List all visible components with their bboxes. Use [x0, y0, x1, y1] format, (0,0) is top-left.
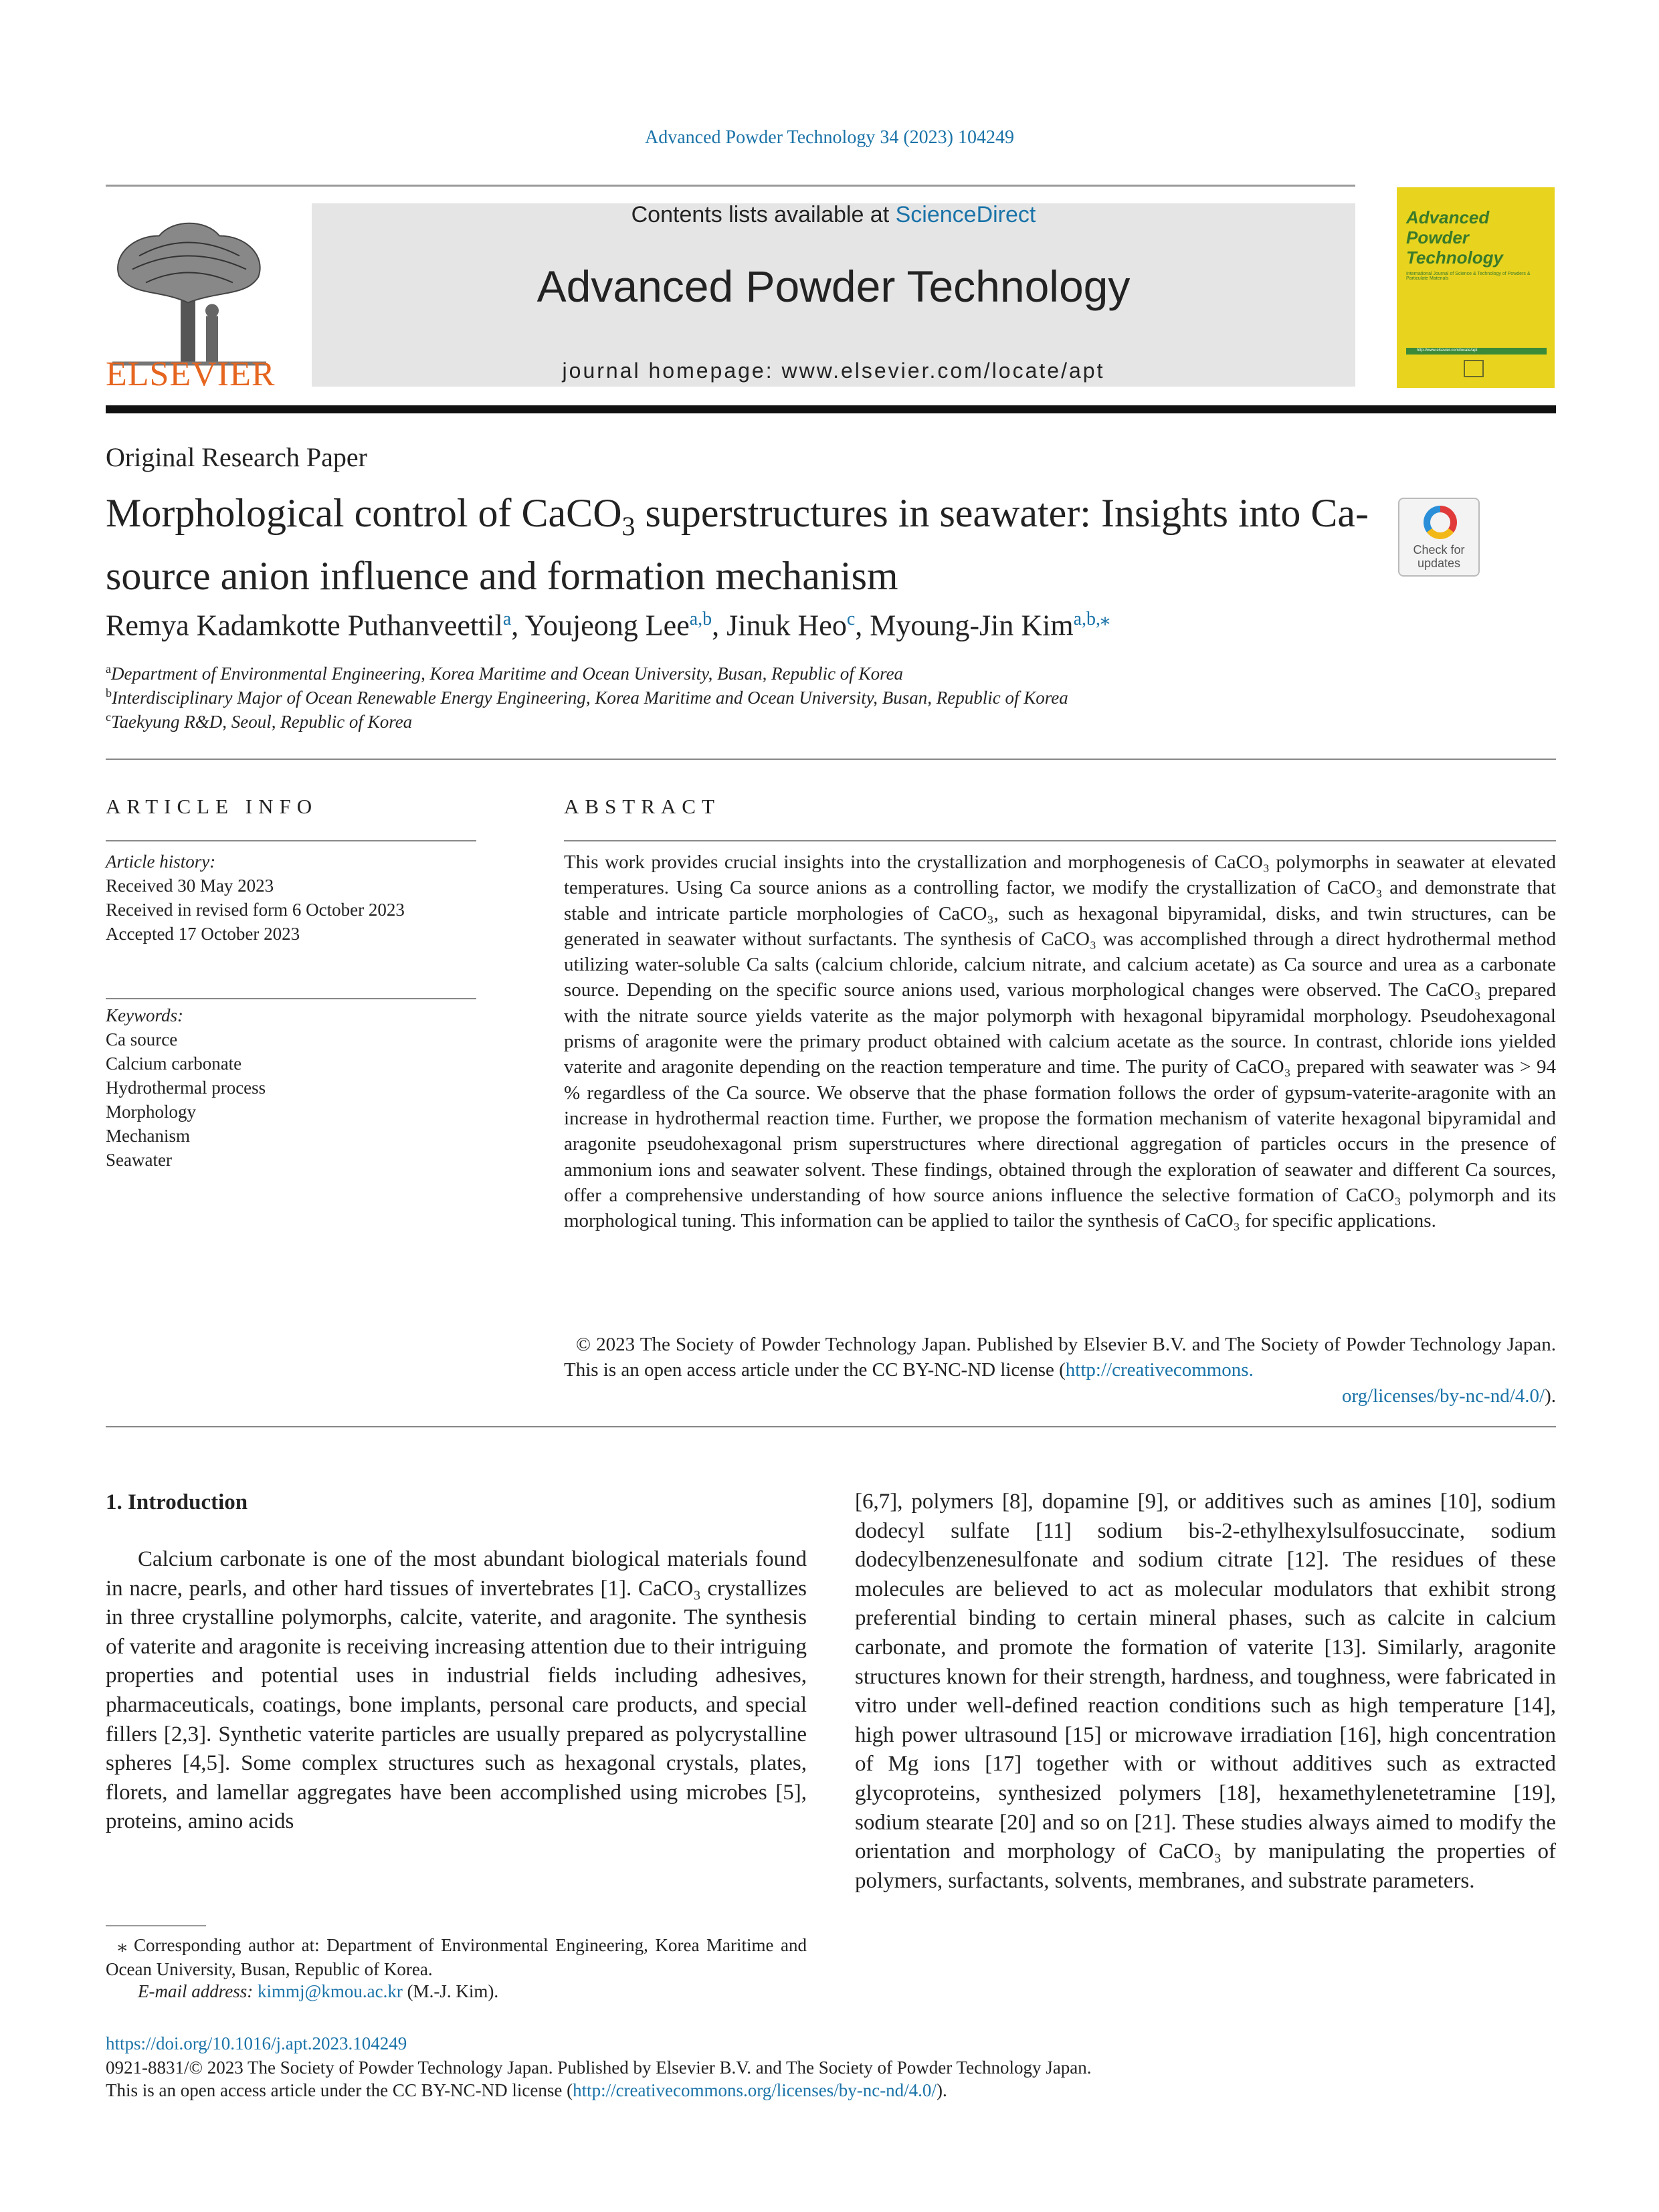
license-link-footer[interactable]: http://creativecommons.org/licenses/by-nc-nd/4.0/	[573, 2080, 937, 2100]
check-updates-icon	[1424, 506, 1457, 539]
doi-link[interactable]: https://doi.org/10.1016/j.apt.2023.104249	[106, 2033, 407, 2053]
check-updates-label: Check for updates	[1413, 543, 1465, 570]
cover-url: http://www.elsevier.com/locate/apt	[1417, 348, 1478, 353]
author-name[interactable]: Jinuk Heo	[726, 609, 847, 642]
journal-name: Advanced Powder Technology	[536, 262, 1131, 311]
affiliation-b: $^b$Interdisciplinary Major of Ocean Renewable Energy Engineering, Korea Maritime and Ocean University, Busan, Republic of Korea	[106, 686, 1068, 708]
keyword: Hydrothermal process	[106, 1078, 266, 1098]
article-type: Original Research Paper	[106, 442, 367, 472]
check-for-updates-badge[interactable]	[1398, 498, 1480, 577]
keyword: Calcium carbonate	[106, 1053, 242, 1074]
corresponding-author-note: ⁎ Corresponding author at: Department of Environmental Engineering, Korea Maritime and Ocean University, Busan, Republic of Korea.	[106, 1935, 807, 1979]
section-rule	[106, 998, 476, 999]
affiliation-a: $^a$Department of Environmental Engineering, Korea Maritime and Ocean University, Busan, Republic of Korea	[106, 662, 904, 684]
author-name[interactable]: Youjeong Lee	[524, 609, 690, 642]
elsevier-wordmark: ELSEVIER	[106, 355, 276, 393]
author-affiliation-marker[interactable]: a	[502, 609, 512, 629]
cover-title: Advanced Powder Technology	[1406, 207, 1503, 268]
cover-subtitle: International Journal of Science & Technology of Powders & Particulate Materials	[1406, 272, 1531, 281]
issn-copyright: 0921-8831/© 2023 The Society of Powder Technology Japan. Published by Elsevier B.V. and The Society of Powder Technology Japan.	[106, 2057, 1092, 2078]
section-rule	[106, 1426, 1556, 1427]
keyword: Morphology	[106, 1102, 196, 1122]
article-info-heading: ARTICLE INFO	[106, 795, 318, 818]
history-received: Received 30 May 2023	[106, 876, 274, 896]
author-name[interactable]: Remya Kadamkotte Puthanveettil	[106, 609, 503, 642]
author-name[interactable]: Myoung-Jin Kim	[870, 609, 1074, 642]
email-link[interactable]: kimmj@kmou.ac.kr	[257, 1981, 403, 2001]
article-title: Morphological control of CaCO$_3$ superstructures in seawater: Insights into Ca-source anion influence and formation mechanism	[106, 491, 1369, 598]
history-label: Article history:	[106, 851, 216, 872]
author-list: Remya Kadamkotte Puthanveettil$^a$, Youjeong Lee$^{a,b}$, Jinuk Heo$^c$, Myoung-Jin Kim$^{a,b,⁎}$	[106, 609, 1110, 642]
keyword: Seawater	[106, 1150, 172, 1170]
keyword: Ca source	[106, 1029, 178, 1049]
license-link-cont[interactable]: org/licenses/by-nc-nd/4.0/	[1341, 1385, 1545, 1407]
cover-elsevier-mark	[1464, 360, 1484, 377]
journal-homepage[interactable]: journal homepage: www.elsevier.com/locate/apt	[562, 359, 1105, 383]
license-line: This is an open access article under the CC BY-NC-ND license (http://creativecommons.org/licenses/by-nc-nd/4.0/).	[106, 2080, 947, 2100]
contents-line	[312, 201, 1355, 228]
keywords-label: Keywords:	[106, 1005, 183, 1025]
license-link[interactable]: http://creativecommons.	[1065, 1359, 1254, 1381]
history-revised: Received in revised form 6 October 2023	[106, 900, 405, 920]
article-history	[106, 849, 405, 946]
body-column-left: Calcium carbonate is one of the most abundant biological materials found in nacre, pearls, and other hard tissues of invertebrates [1]. CaCO₃ crystallizes in three crystalline polymorphs, calcite, vaterite, and aragonite. The synthesis of vaterite and aragonite is receiving increasing attention due to their intriguing properties and potential uses in industrial fields including adhesives, pharmaceuticals, coatings, bone implants, personal care products, and special fillers [2,3]. Synthetic vaterite particles are usually prepared as polycrystalline spheres [4,5]. Some complex structures such as hexagonal crystals, plates, florets, and lamellar aggregates have been accomplished using microbes [5], proteins, amino acids	[106, 1547, 807, 1834]
abstract-text: This work provides crucial insights into the crystallization and morphogenesis of CaCO₃ polymorphs in seawater at elevated temperatures. Using Ca source anions as a controlling factor, we modify the crystallization of CaCO₃ and demonstrate that stable and intricate particle morphologies of CaCO₃, such as hexagonal bipyramidal, disks, and twin structures, can be generated in seawater without surfactants. The synthesis of CaCO₃ was accomplished through a direct hydrothermal method utilizing water-soluble Ca salts (calcium chloride, calcium nitrate, and calcium acetate) as Ca source and urea as a carbonate source. Depending on the specific source anions used, various morphological changes were observed. The CaCO₃ prepared with the nitrate source yields vaterite as the major polymorph with hexagonal bipyramidal morphology. Pseudohexagonal prisms of aragonite were the primary product obtained with calcium acetate as the source. In contrast, chloride ions yielded vaterite and aragonite depending on the reaction temperature and time. The purity of CaCO₃ prepared with seawater was > 94 % regardless of the Ca source. We observe that the phase formation follows the order of gypsum-vaterite-aragonite with an increase in hydrothermal reaction time. Further, we propose the formation mechanism of vaterite hexagonal bipyramidal and aragonite pseudohexagonal prism superstructures where directional aggregation of particles occurs in the presence of ammonium ions and seawater solvent. These findings, obtained through the exploration of seawater and different Ca sources, offer a comprehensive understanding of how source anions influence the selective formation of CaCO₃ polymorph and its morphological tuning. This information can be applied to tailor the synthesis of CaCO₃ for specific applications.	[564, 851, 1556, 1232]
author-affiliation-marker[interactable]: a,b,⁎	[1073, 609, 1110, 629]
section-rule	[106, 840, 476, 841]
section-rule	[106, 759, 1556, 760]
header-rule	[106, 185, 1355, 187]
section-heading: 1. Introduction	[106, 1490, 248, 1514]
abstract-copyright: © 2023 The Society of Powder Technology Japan. Published by Elsevier B.V. and The Society of Powder Technology Japan. This is an open access article under the CC BY-NC-ND license (http://creativecommons. org/licenses/by-nc-nd/4.0/).	[564, 1334, 1556, 1407]
author-affiliation-marker[interactable]: a,b	[689, 609, 712, 629]
keyword: Mechanism	[106, 1126, 190, 1146]
journal-cover-thumbnail[interactable]	[1397, 187, 1555, 388]
body-column-right: [6,7], polymers [8], dopamine [9], or additives such as amines [10], sodium dodecyl sulfate [11] sodium bis-2-ethylhexylsulfosuccinate, sodium dodecylbenzenesulfonate and sodium citrate [12]. The residues of these molecules are believed to act as molecular modulators that exhibit strong preferential binding to certain mineral phases, such as calcite in calcium carbonate, and promote the formation of vaterite [13]. Similarly, aragonite structures known for their strength, hardness, and toughness, were fabricated in vitro under well-defined reaction conditions such as high temperature [14], high power ultrasound [15] or microwave irradiation [16], high concentration of Mg ions [17] together with or without additives such as extracted glycoproteins, synthesized polymers [18], hexamethylenetetramine [19], sodium stearate [20] and so on [21]. These studies always aimed to modify the orientation and morphology of CaCO₃ by manipulating the properties of polymers, surfactants, solvents, membranes, and substrate parameters.	[855, 1490, 1556, 1893]
contents-prefix: Contents lists available at	[631, 202, 896, 227]
keywords-list	[106, 1003, 266, 1172]
header-thick-rule	[106, 405, 1556, 413]
journal-citation[interactable]: Advanced Powder Technology 34 (2023) 104249	[645, 127, 1014, 148]
email-line: E-mail address: kimmj@kmou.ac.kr (M.-J. Kim).	[138, 1981, 499, 2001]
sciencedirect-link[interactable]: ScienceDirect	[895, 202, 1036, 227]
author-affiliation-marker[interactable]: c	[846, 609, 856, 629]
footnote-rule	[106, 1925, 206, 1926]
abstract-heading: ABSTRACT	[564, 795, 720, 818]
history-accepted: Accepted 17 October 2023	[106, 924, 300, 944]
affiliation-c: $^c$Taekyung R&D, Seoul, Republic of Korea	[106, 710, 413, 732]
section-rule	[564, 840, 1556, 841]
